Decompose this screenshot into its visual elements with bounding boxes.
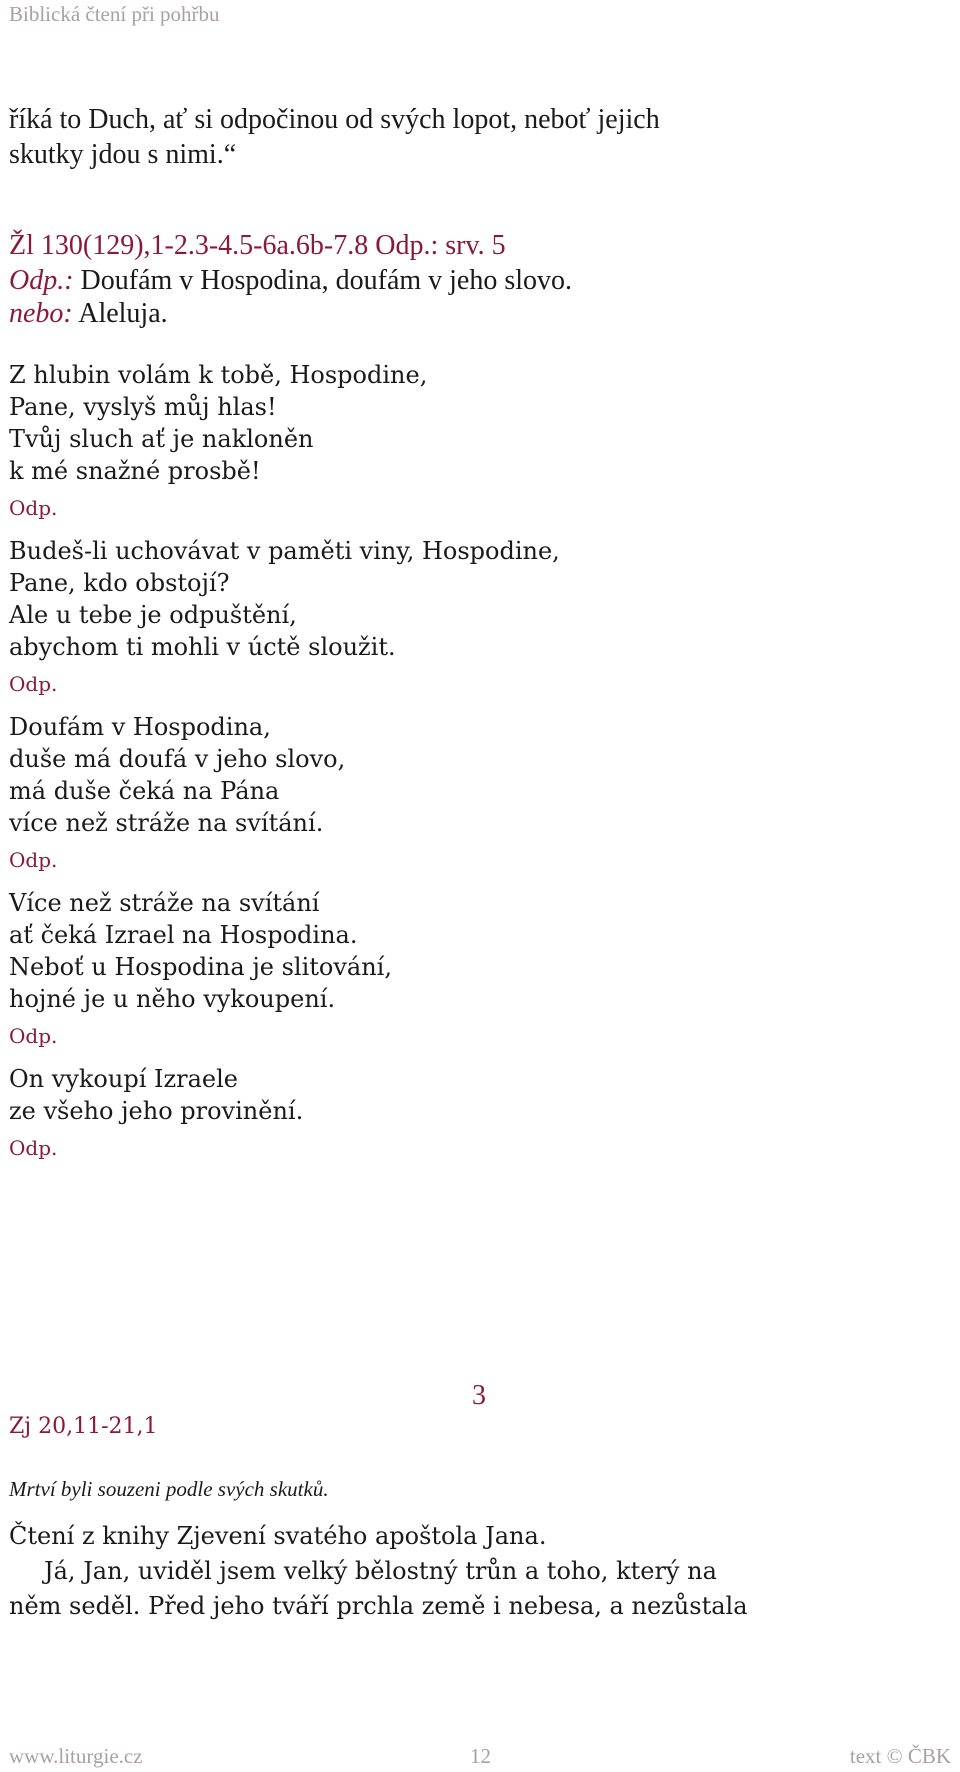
verse-line: Pane, vyslyš můj hlas! (9, 393, 277, 421)
verse-line: On vykoupí Izraele (9, 1065, 238, 1093)
verse-line: Pane, kdo obstojí? (9, 569, 230, 597)
verse-line: abychom ti mohli v úctě sloužit. (9, 633, 396, 661)
alt-label: nebo: (9, 298, 73, 329)
response-marker: Odp. (9, 1136, 58, 1160)
verse-line: Neboť u Hospodina je slitování, (9, 953, 392, 981)
verse-line: Více než stráže na svítání (9, 889, 320, 917)
verse-line: Tvůj sluch ať je nakloněn (9, 425, 314, 453)
reading-reference: Zj 20,11-21,1 (9, 1414, 158, 1439)
response-marker: Odp. (9, 672, 58, 696)
verse-line: ať čeká Izrael na Hospodina. (9, 921, 358, 949)
verse-line: ze všeho jeho provinění. (9, 1097, 304, 1125)
verse-line: Budeš-li uchovávat v paměti viny, Hospodine, (9, 537, 560, 565)
footer-website[interactable]: www.liturgie.cz (9, 1744, 143, 1768)
reading-number: 3 (472, 1380, 486, 1411)
page-number: 12 (470, 1744, 491, 1768)
response-marker: Odp. (9, 496, 58, 520)
verse-line: Z hlubin volám k tobě, Hospodine, (9, 361, 428, 389)
psalm-alt-response (9, 296, 168, 332)
verse-line: hojné je u něho vykoupení. (9, 985, 336, 1013)
verse-line: Ale u tebe je odpuštění, (9, 601, 297, 629)
verse-line: Doufám v Hospodina, (9, 713, 271, 741)
verse-line: duše má doufá v jeho slovo, (9, 745, 346, 773)
verse-line: k mé snažné prosbě! (9, 457, 261, 485)
alt-text: Aleluja. (72, 298, 168, 329)
response-marker: Odp. (9, 848, 58, 872)
intro-line: říká to Duch, ať si odpočinou od svých lopot, neboť jejich (9, 104, 660, 135)
reading-intro: Čtení z knihy Zjevení svatého apoštola Jana. (9, 1522, 547, 1550)
footer-copyright: text © ČBK (849, 1744, 951, 1768)
reading-line: Já, Jan, uviděl jsem velký bělostný trůn a toho, který na (44, 1557, 717, 1585)
running-header: Biblická čtení při pohřbu (9, 2, 220, 26)
reading-subtitle: Mrtví byli souzeni podle svých skutků. (9, 1477, 329, 1501)
psalm-response (9, 263, 572, 299)
reading-line: něm seděl. Před jeho tváří prchla země i nebesa, a nezůstala (9, 1592, 748, 1620)
response-text: Doufám v Hospodina, doufám v jeho slovo. (73, 265, 573, 296)
verse-line: má duše čeká na Pána (9, 777, 280, 805)
intro-line: skutky jdou s nimi.“ (9, 139, 237, 170)
response-label: Odp.: (9, 265, 74, 296)
psalm-reference: Žl 130(129),1-2.3-4.5-6a.6b-7.8 Odp.: srv. 5 (9, 230, 506, 261)
response-marker: Odp. (9, 1024, 58, 1048)
verse-line: více než stráže na svítání. (9, 809, 324, 837)
